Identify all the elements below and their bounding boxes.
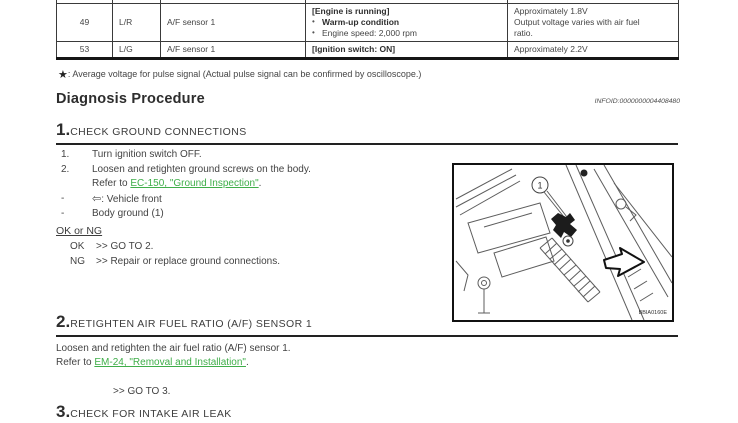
value-cell: Approximately 1.8V Output voltage varies with air fuel ratio. xyxy=(508,3,679,41)
legend-item-vehicle-front: - ⇦: Vehicle front xyxy=(61,192,162,205)
wire-color-cell: L/G xyxy=(113,41,161,58)
item-cell: A/F sensor 1 xyxy=(161,3,306,41)
section-number: 1. xyxy=(56,120,71,139)
section-3 xyxy=(56,403,678,423)
link-ec150-ground-inspection[interactable]: EC-150, "Ground Inspection" xyxy=(130,178,259,190)
wire-color-cell: L/R xyxy=(113,3,161,41)
engine-bay-illustration xyxy=(454,165,672,320)
part-label-1: 1 xyxy=(537,180,543,191)
value-cell: Approximately 2.2V xyxy=(508,41,679,58)
condition-bullet: • Warm-up condition xyxy=(312,17,400,27)
condition-cell xyxy=(306,3,508,41)
condition-heading: [Ignition switch: ON] xyxy=(312,44,396,54)
section-title: CHECK FOR INTAKE AIR LEAK xyxy=(70,408,232,420)
step-text: Loosen and retighten ground screws on the body. Refer to EC-150, "Ground Inspection". xyxy=(92,163,311,190)
table-row xyxy=(57,41,679,58)
terminal-cell: 53 xyxy=(57,41,113,58)
vehicle-front-arrow xyxy=(604,248,644,276)
condition-heading: [Engine is running] xyxy=(312,6,390,16)
terminal-spec-table xyxy=(56,0,679,60)
result-line-ng: NG >> Repair or replace ground connections. xyxy=(70,256,281,268)
page-title: Diagnosis Procedure xyxy=(56,91,205,107)
infoid-label: INFOID:0000000004408480 xyxy=(594,98,680,105)
figure-caption: BBIA0160E xyxy=(638,310,667,316)
table-row xyxy=(57,3,679,41)
condition-cell xyxy=(306,41,508,58)
terminal-cell: 49 xyxy=(57,3,113,41)
bullet-icon: • xyxy=(312,17,315,26)
section-title: RETIGHTEN AIR FUEL RATIO (A/F) SENSOR 1 xyxy=(70,318,313,330)
section-1-heading xyxy=(56,121,678,145)
engine-bay-figure xyxy=(452,163,674,322)
section-2 xyxy=(56,313,678,397)
section-3-heading xyxy=(56,403,678,423)
section-number: 3. xyxy=(56,402,71,421)
vehicle-front-arrow-icon: ⇦ xyxy=(92,192,102,205)
section-2-heading xyxy=(56,313,678,337)
section-2-body: Loosen and retighten the air fuel ratio (A/F) sensor 1. Refer to EM-24, "Removal and Installation". xyxy=(56,343,291,369)
step-item: 2. Loosen and retighten ground screws on the body. Refer to EC-150, "Ground Inspection". xyxy=(56,163,452,192)
goto-line: >> GO TO 3. xyxy=(113,386,171,398)
step-item: 1. Turn ignition switch OFF. xyxy=(61,149,202,160)
section-number: 2. xyxy=(56,312,71,331)
bullet-icon: • xyxy=(312,28,315,37)
ok-or-ng-label: OK or NG xyxy=(56,224,103,237)
legend-item-body-ground: - Body ground (1) xyxy=(61,208,164,220)
star-icon: ★ xyxy=(58,69,68,81)
star-footnote xyxy=(58,68,421,81)
condition-bullet: • Engine speed: 2,000 rpm xyxy=(312,28,417,38)
diagnosis-procedure-header xyxy=(56,91,680,107)
result-line-ok: OK >> GO TO 2. xyxy=(70,240,154,252)
footnote-text: : Average voltage for pulse signal (Actual pulse signal can be confirmed by oscilloscope.) xyxy=(67,69,422,79)
link-em24-removal-installation[interactable]: EM-24, "Removal and Installation" xyxy=(94,357,246,369)
item-cell: A/F sensor 1 xyxy=(161,41,306,58)
section-1-steps xyxy=(56,148,452,269)
section-title: CHECK GROUND CONNECTIONS xyxy=(70,126,247,138)
section-1 xyxy=(56,121,678,145)
